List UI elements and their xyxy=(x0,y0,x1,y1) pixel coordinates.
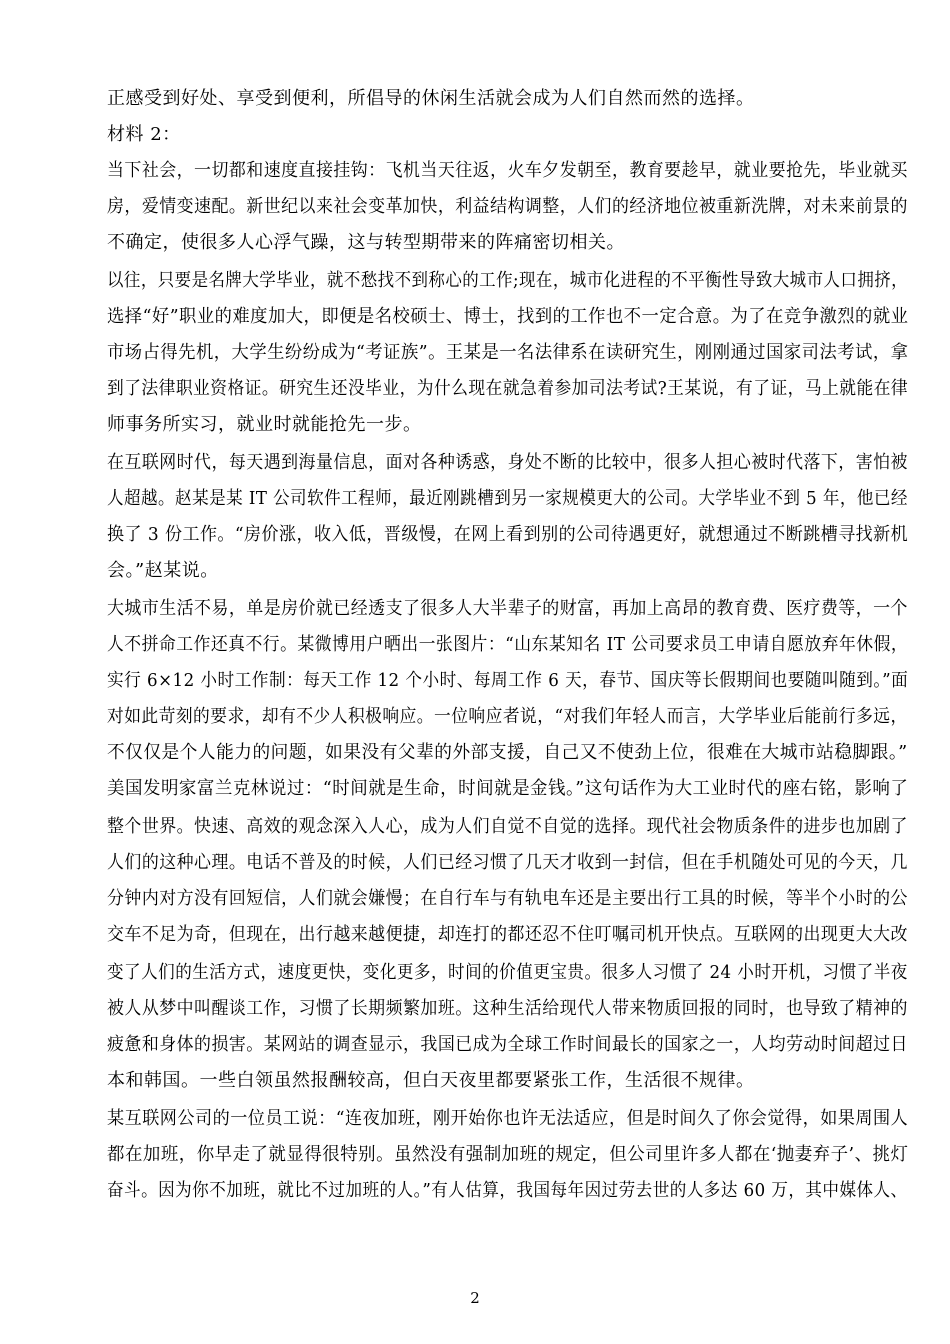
text-line: 实行 6×12 小时工作制：每天工作 12 个小时、每周工作 6 天，春节、国庆等长假期间也要随叫随到。”面 xyxy=(107,670,909,691)
text-line: 人们的这种心理。电话不普及的时候，人们已经习惯了几天才收到一封信，但在手机随处可见的今天，几 xyxy=(107,852,908,873)
text-line: 换了 3 份工作。“房价涨，收入低，晋级慢，在网上看到别的公司待遇更好，就想通过不断跳槽寻找新机 xyxy=(107,524,909,545)
text-line: 师事务所实习，就业时就能抢先一步。 xyxy=(107,414,422,435)
text-line: 交车不足为奇，但现在，出行越来越便捷，却连打的都还忍不住叮嘱司机开快点。互联网的出现更大大改 xyxy=(107,924,908,945)
text-line: 某互联网公司的一位员工说：“连夜加班，刚开始你也许无法适应，但是时间久了你会觉得，如果周围人 xyxy=(107,1108,909,1129)
text-line: 都在加班，你早走了就显得很特别。虽然没有强制加班的规定，但公司里许多人都在‘抛妻弃子’、挑灯 xyxy=(107,1144,909,1165)
text-line: 人不拼命工作还真不行。某微博用户晒出一张图片：“山东某知名 IT 公司要求员工申请自愿放弃年休假， xyxy=(107,634,909,655)
text-line: 不仅仅是个人能力的问题，如果没有父辈的外部支援，自己又不使劲上位，很难在大城市站稳脚跟。” xyxy=(107,742,908,763)
text-line: 不确定，使很多人心浮气躁，这与转型期带来的阵痛密切相关。 xyxy=(107,232,625,253)
text-line: 在互联网时代，每天遇到海量信息，面对各种诱惑，身处不断的比较中，很多人担心被时代落下，害怕被 xyxy=(107,452,908,473)
text-line: 人超越。赵某是某 IT 公司软件工程师，最近刚跳槽到另一家规模更大的公司。大学毕业不到 5 年，他已经 xyxy=(107,488,908,509)
page-number: 2 xyxy=(470,1289,480,1307)
text-line: 整个世界。快速、高效的观念深入人心，成为人们自觉不自觉的选择。现代社会物质条件的进步也加剧了 xyxy=(107,816,908,837)
text-line: 大城市生活不易，单是房价就已经透支了很多人大半辈子的财富，再加上高昂的教育费、医疗费等，一个 xyxy=(107,598,908,619)
text-line: 美国发明家富兰克林说过：“时间就是生命，时间就是金钱。”这句话作为大工业时代的座右铭，影响了 xyxy=(107,778,909,799)
text-line: 本和韩国。一些白领虽然报酬较高，但白天夜里都要紧张工作，生活很不规律。 xyxy=(107,1070,755,1091)
text-line: 疲惫和身体的损害。某网站的调查显示，我国已成为全球工作时间最长的国家之一，人均劳动时间超过日 xyxy=(107,1034,908,1055)
text-line: 以往，只要是名牌大学毕业，就不愁找不到称心的工作;现在，城市化进程的不平衡性导致大城市人口拥挤， xyxy=(107,270,909,291)
text-line: 当下社会，一切都和速度直接挂钩：飞机当天往返，火车夕发朝至，教育要趁早，就业要抢先，毕业就买 xyxy=(107,160,908,181)
text-line: 正感受到好处、享受到便利，所倡导的休闲生活就会成为人们自然而然的选择。 xyxy=(107,88,755,109)
text-line: 会。”赵某说。 xyxy=(107,560,219,581)
text-line: 分钟内对方没有回短信，人们就会嫌慢；在自行车与有轨电车还是主要出行工具的时候，等半个小时的公 xyxy=(107,888,908,909)
text-line: 市场占得先机，大学生纷纷成为“考证族”。王某是一名法律系在读研究生，刚刚通过国家司法考试，拿 xyxy=(107,342,909,363)
text-line: 对如此苛刻的要求，却有不少人积极响应。一位响应者说，“对我们年轻人而言，大学毕业后能前行多远， xyxy=(107,706,908,727)
text-line: 被人从梦中叫醒谈工作，习惯了长期频繁加班。这种生活给现代人带来物质回报的同时，也导致了精神的 xyxy=(107,998,908,1019)
section-heading: 材料 2： xyxy=(107,124,181,145)
text-line: 变了人们的生活方式，速度更快，变化更多，时间的价值更宝贵。很多人习惯了 24 小时开机，习惯了半夜 xyxy=(107,962,908,983)
text-line: 房，爱情变速配。新世纪以来社会变革加快，利益结构调整，人们的经济地位被重新洗牌，对未来前景的 xyxy=(107,196,908,217)
text-line: 到了法律职业资格证。研究生还没毕业，为什么现在就急着参加司法考试?王某说，有了证，马上就能在律 xyxy=(107,378,909,399)
text-line: 奋斗。因为你不加班，就比不过加班的人。”有人估算，我国每年因过劳去世的人多达 60 万，其中媒体人、 xyxy=(107,1180,908,1201)
text-line: 选择“好”职业的难度加大，即便是名校硕士、博士，找到的工作也不一定合意。为了在竞争激烈的就业 xyxy=(107,306,909,327)
